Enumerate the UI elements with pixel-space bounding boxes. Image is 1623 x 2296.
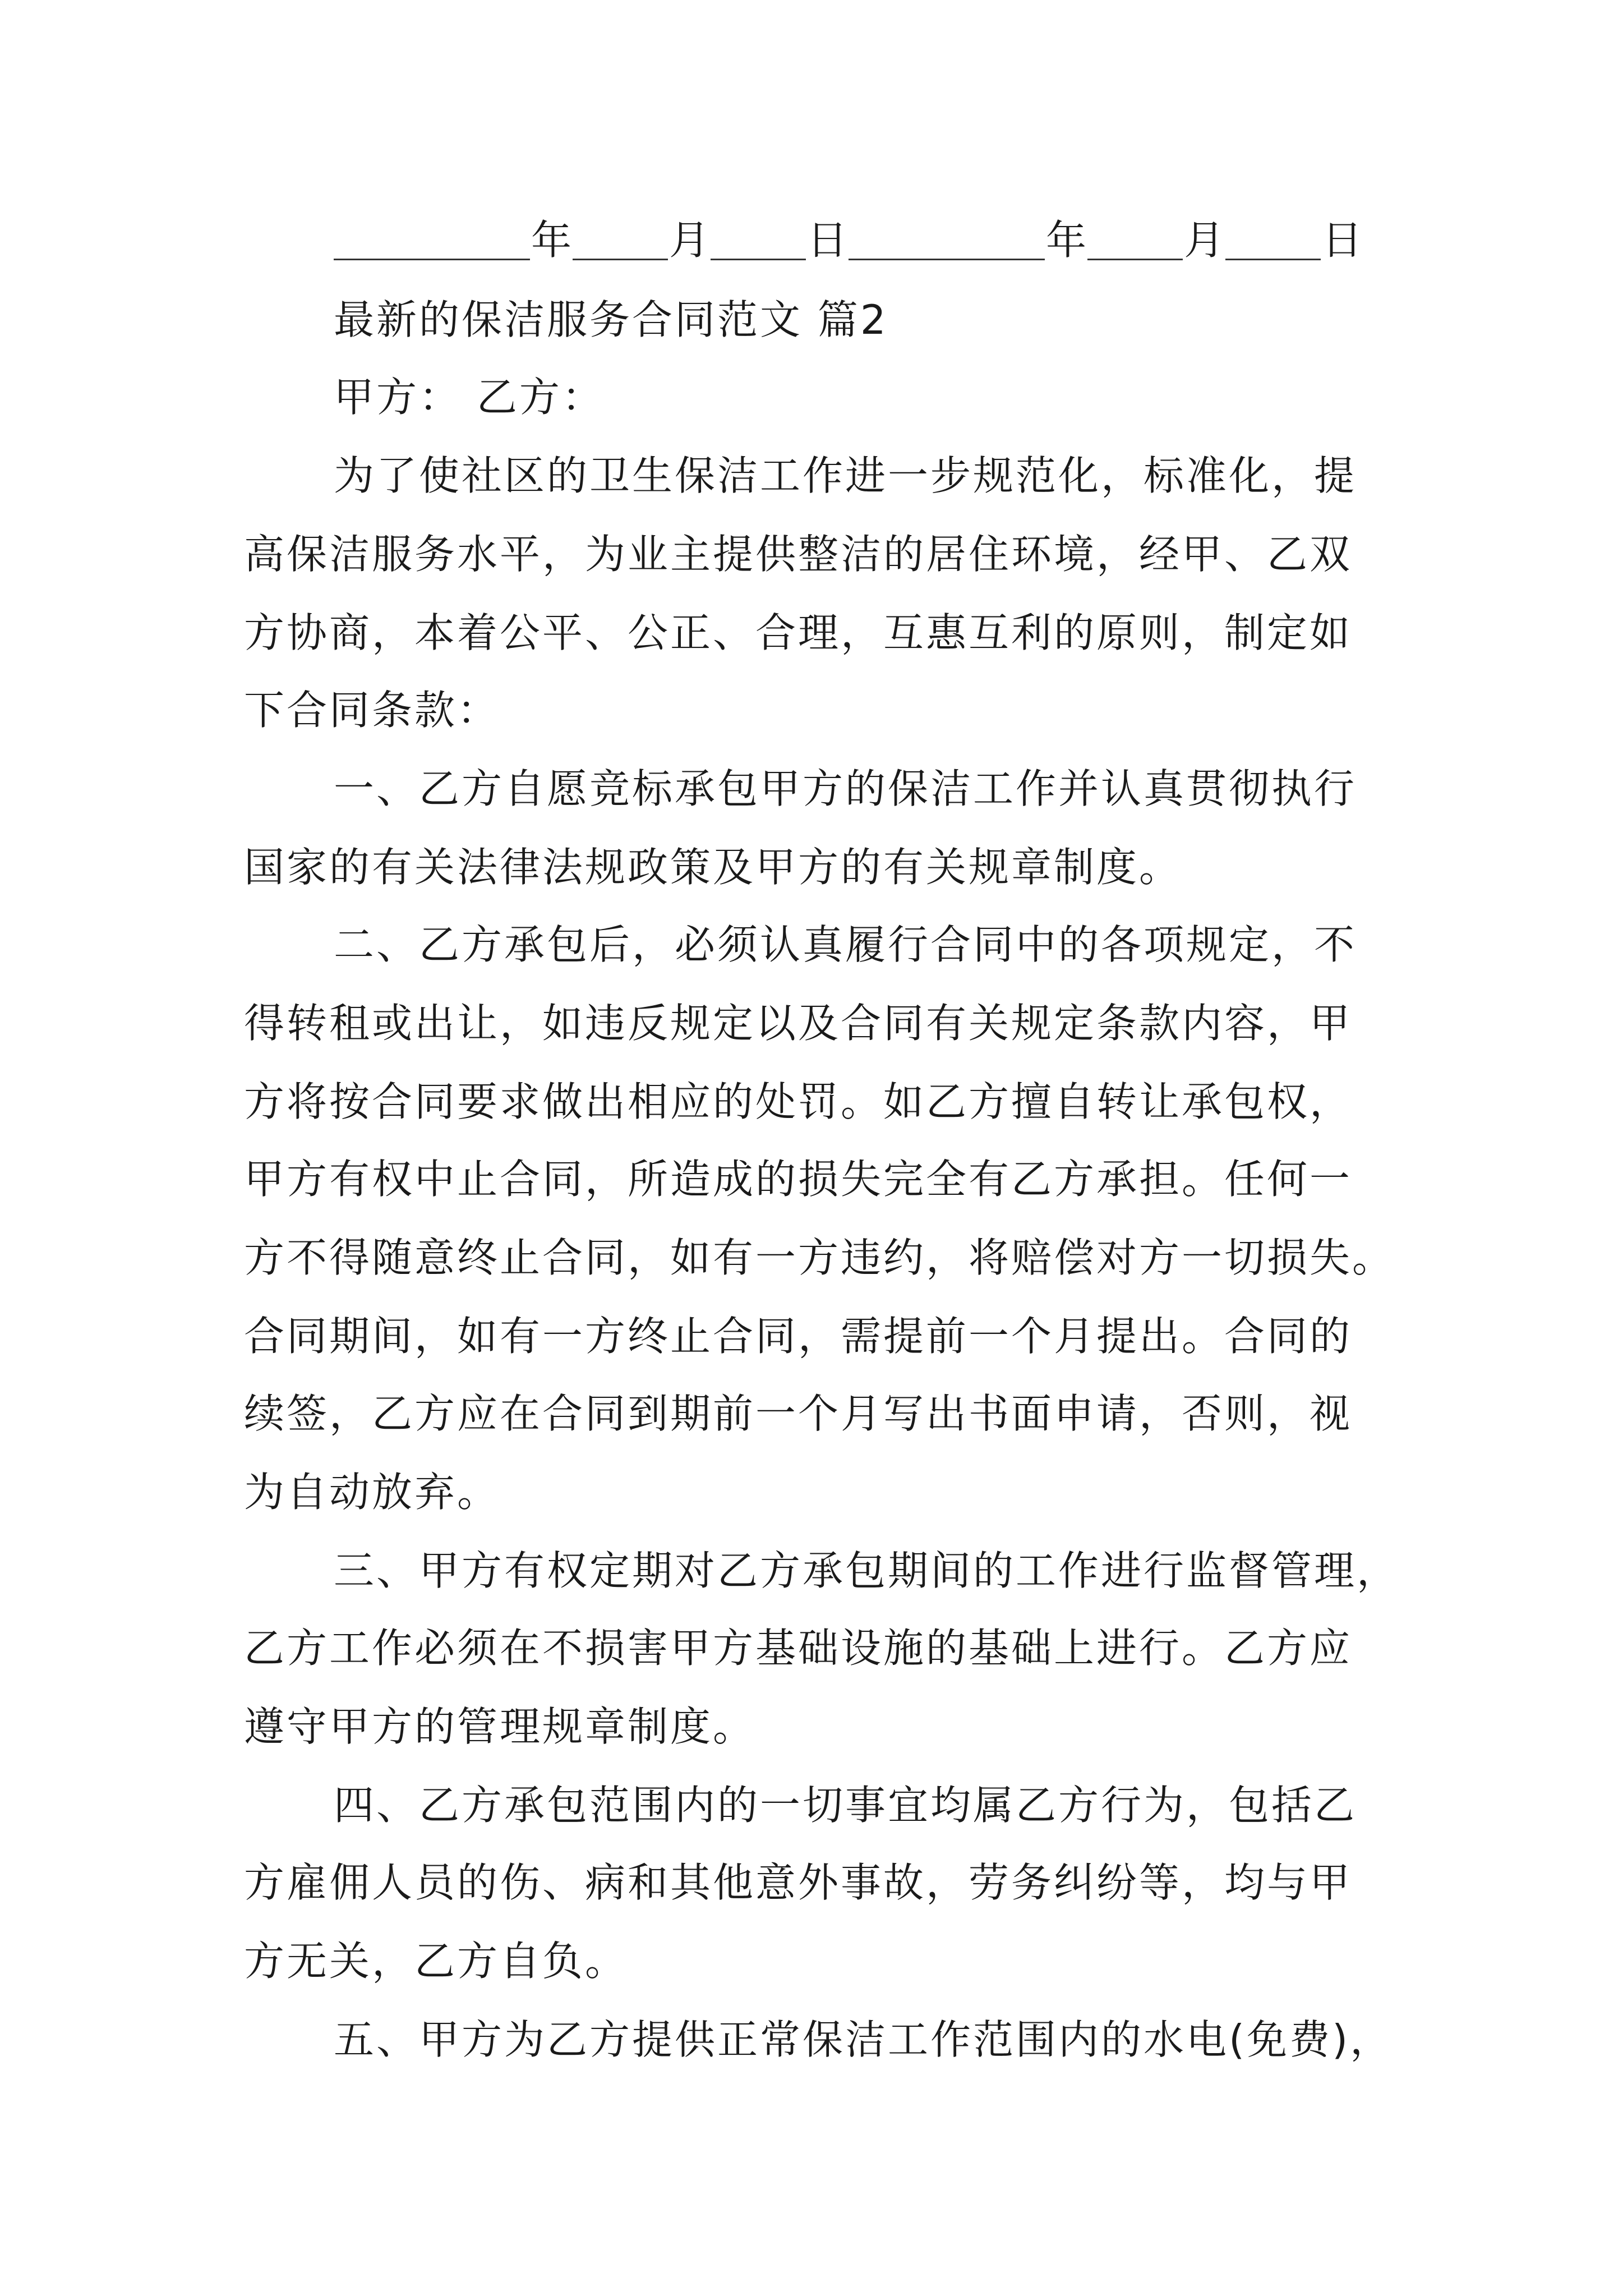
date-blank[interactable] (573, 219, 668, 260)
paragraph-line: 遵守甲方的管理规章制度。 (244, 1703, 756, 1750)
day-label: 日 (1322, 217, 1363, 264)
paragraph-line: 方协商，本着公平、公正、合理，互惠互利的原则，制定如 (244, 609, 1353, 656)
year-label: 年 (1046, 217, 1087, 264)
paragraph-line: 五、甲方为乙方提供正常保洁工作范围内的水电(免费)， (334, 2016, 1393, 2063)
year-label: 年 (531, 217, 572, 264)
section-heading: 最新的保洁服务合同范文 篇2 (334, 296, 888, 343)
month-label: 月 (669, 217, 710, 264)
paragraph-line: 下合同条款： (244, 687, 500, 734)
paragraph-line: 一、乙方自愿竞标承包甲方的保洁工作并认真贯彻执行 (334, 765, 1357, 812)
paragraph-line: 续签，乙方应在合同到期前一个月写出书面申请，否则，视 (244, 1390, 1353, 1437)
paragraph-line: 甲方有权中止合同，所造成的损失完全有乙方承担。任何一 (244, 1156, 1353, 1203)
paragraph-line: 国家的有关法律法规政策及甲方的有关规章制度。 (244, 844, 1182, 891)
paragraph-line: 方雇佣人员的伤、病和其他意外事故，劳务纠纷等，均与甲 (244, 1859, 1353, 1906)
paragraph-line: 方将按合同要求做出相应的处罚。如乙方擅自转让承包权， (244, 1078, 1353, 1125)
paragraph-line: 方无关，乙方自负。 (244, 1938, 628, 1985)
date-blank[interactable] (849, 219, 1045, 260)
paragraph-line: 为了使社区的卫生保洁工作进一步规范化，标准化，提 (334, 452, 1357, 499)
paragraph-line: 方不得随意终止合同，如有一方违约，将赔偿对方一切损失。 (244, 1234, 1395, 1281)
paragraph-line: 三、甲方有权定期对乙方承包期间的工作进行监督管理， (334, 1547, 1400, 1594)
date-blank[interactable] (1087, 219, 1183, 260)
date-blank[interactable] (1225, 219, 1321, 260)
date-blank[interactable] (334, 219, 530, 260)
paragraph-line: 乙方工作必须在不损害甲方基础设施的基础上进行。乙方应 (244, 1625, 1353, 1672)
paragraph-line: 高保洁服务水平，为业主提供整洁的居住环境，经甲、乙双 (244, 531, 1353, 578)
signature-date-line (334, 213, 1363, 267)
day-label: 日 (807, 217, 848, 264)
paragraph-line: 合同期间，如有一方终止合同，需提前一个月提出。合同的 (244, 1313, 1353, 1360)
paragraph-line: 为自动放弃。 (244, 1469, 500, 1516)
date-blank[interactable] (711, 219, 806, 260)
paragraph-line: 四、乙方承包范围内的一切事宜均属乙方行为，包括乙 (334, 1782, 1357, 1829)
paragraph-line: 二、乙方承包后，必须认真履行合同中的各项规定，不 (334, 921, 1357, 968)
paragraph-line: 得转租或出让，如违反规定以及合同有关规定条款内容，甲 (244, 1000, 1353, 1047)
parties-line: 甲方： 乙方： (334, 374, 605, 421)
month-label: 月 (1184, 217, 1225, 264)
